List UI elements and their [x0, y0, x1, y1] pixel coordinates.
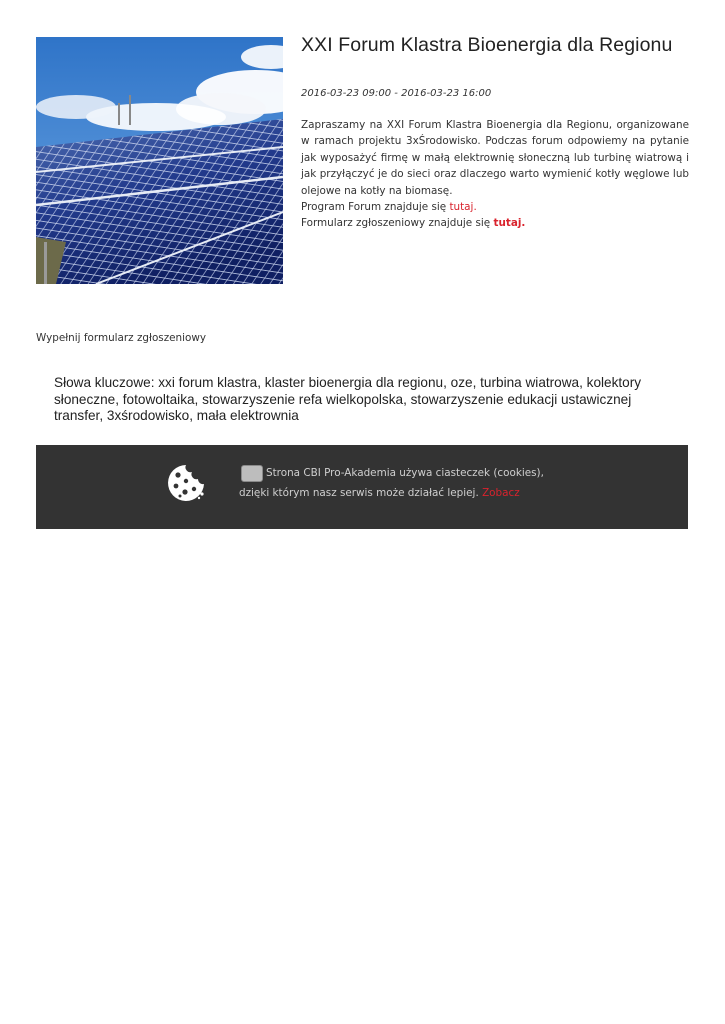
cookie-text-line2 — [239, 487, 520, 499]
event-dates: 2016-03-23 09:00 - 2016-03-23 16:00 — [301, 88, 492, 99]
form-prefix: Formularz zgłoszeniowy znajduje się — [301, 217, 494, 230]
form-line — [301, 215, 689, 231]
signup-form-heading: Wypełnij formularz zgłoszeniowy — [36, 332, 207, 344]
program-prefix: Program Forum znajduje się — [301, 201, 450, 214]
keywords: Słowa kluczowe: xxi forum klastra, klaster bioenergia dla regionu, oze, turbina wiatrowa, kolektory słoneczne, fotowoltaika, stowarzyszenie refa wielkopolska, stowarzyszenie edukacji ustawicznej transfer, 3xśrodowisko, mała elektrownia — [54, 375, 642, 424]
event-title: XXI Forum Klastra Bioenergia dla Regionu — [301, 34, 673, 56]
program-link[interactable]: tutaj. — [449, 201, 477, 214]
program-line — [301, 199, 689, 215]
event-description: Zapraszamy na XXI Forum Klastra Bioenergia dla Regionu, organizowane w ramach projektu 3xŚrodowisko. Podczas forum odpowiemy na pytanie jak wyposażyć firmę w małą elektrownię słoneczną lub turbinę wiatrową i jak przyłączyć je do sieci oraz dlaczego warto wymienić kotły węglowe lub olejowe na kotły na biomasę. — [301, 119, 689, 197]
cookie-more-link[interactable]: Zobacz — [482, 487, 520, 499]
cookie-close-button[interactable] — [241, 465, 263, 482]
form-link[interactable]: tutaj. — [493, 217, 526, 230]
event-image-solar-panels — [36, 37, 283, 284]
event-description-block — [301, 117, 689, 232]
cookie-bar — [36, 445, 688, 529]
cookie-text-line1: Strona CBI Pro-Akademia używa ciasteczek (cookies), — [266, 467, 544, 479]
cookie-text-line2-prefix: dzięki którym nasz serwis może działać lepiej. — [239, 487, 483, 499]
cookie-icon — [166, 463, 206, 503]
